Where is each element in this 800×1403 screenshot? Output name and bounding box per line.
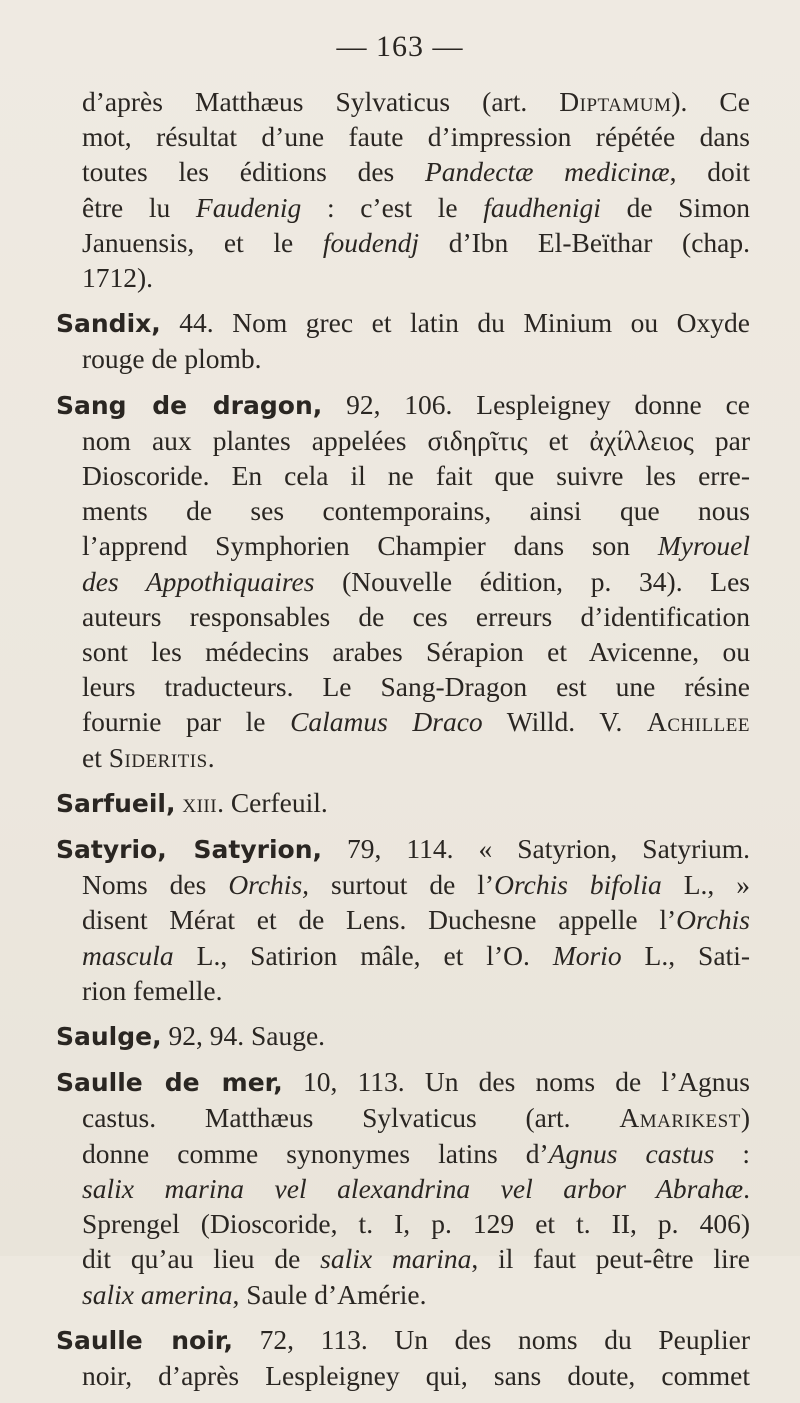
text-line: d’après Matthæus Sylvaticus (art. Diptamum). Ce bbox=[82, 86, 750, 117]
text-line: disent Mérat et de Lens. Duchesne appelle l’Orchis bbox=[82, 904, 750, 936]
text-line: mascula L., Satirion mâle, et l’O. Morio L., Sati- bbox=[82, 939, 750, 971]
text-line: Sarfueil, xiii. Cerfeuil. bbox=[56, 786, 328, 818]
text-line: salix marina vel alexandrina vel arbor Abrahæ. bbox=[82, 1172, 750, 1204]
text-line: rouge de plomb. bbox=[82, 343, 262, 375]
text-line: et Sideritis. bbox=[82, 741, 215, 773]
text-line: Sprengel (Dioscoride, t. I, p. 129 et t. II, p. 406) bbox=[82, 1208, 750, 1240]
text-line: salix amerina, Saule d’Amérie. bbox=[82, 1278, 427, 1310]
entry-continuation bbox=[56, 84, 750, 295]
text-line: 1712). bbox=[82, 262, 154, 294]
text-line: Saulle noir, 72, 113. Un des noms du Peuplier bbox=[56, 1323, 751, 1355]
text-line: donne comme synonymes latins d’Agnus castus : bbox=[82, 1137, 750, 1169]
text-line: Januensis, et le foudendj d’Ibn El-Beïthar (chap. bbox=[82, 226, 750, 258]
text-line: noir, d’après Lespleigney qui, sans doute, commet bbox=[82, 1359, 750, 1391]
text-line: auteurs responsables de ces erreurs d’identification bbox=[82, 600, 750, 632]
text-line: leurs traducteurs. Le Sang-Dragon est une résine bbox=[82, 671, 750, 703]
text-line: Sandix, 44. Nom grec et latin du Minium ou Oxyde bbox=[56, 307, 750, 339]
text-line: mot, résultat d’une faute d’impression répétée dans bbox=[82, 121, 750, 153]
text-line: Satyrio, Satyrion, 79, 114. « Satyrion, Satyrium. bbox=[56, 833, 750, 865]
page-text bbox=[56, 84, 750, 1403]
text-line: castus. Matthæus Sylvaticus (art. Amarikest) bbox=[82, 1102, 750, 1134]
text-line: fournie par le Calamus Draco Willd. V. Achillee bbox=[82, 706, 750, 738]
text-line: être lu Faudenig : c’est le faudhenigi de Simon bbox=[82, 191, 750, 223]
text-line: des Appothiquaires (Nouvelle édition, p. 34). Les bbox=[82, 565, 750, 597]
entry-saulge bbox=[56, 1018, 750, 1054]
entry-sandix bbox=[56, 305, 750, 376]
text-line: Sang de dragon, 92, 106. Lespleigney donne ce bbox=[56, 388, 750, 420]
text-line: rion femelle. bbox=[82, 974, 223, 1006]
text-line: Saulle de mer, 10, 113. Un des noms de l’Agnus bbox=[56, 1066, 751, 1098]
text-line: toutes les éditions des Pandectæ medicinæ, doit bbox=[82, 156, 750, 188]
text-line: sont les médecins arabes Sérapion et Avicenne, ou bbox=[82, 636, 750, 668]
text-line: ments de ses contemporains, ainsi que nous bbox=[82, 495, 750, 527]
text-line: Noms des Orchis, surtout de l’Orchis bifolia L., » bbox=[82, 869, 750, 901]
entry-sang-de-dragon bbox=[56, 387, 750, 775]
entry-sarfueil bbox=[56, 785, 750, 821]
entry-saulle-noir bbox=[56, 1322, 750, 1393]
text-line: nom aux plantes appelées σιδηρῖτις et ἀχίλλειος par bbox=[82, 424, 750, 456]
text-line: Saulge, 92, 94. Sauge. bbox=[56, 1020, 326, 1052]
text-line: l’apprend Symphorien Champier dans son Myrouel bbox=[82, 530, 750, 562]
page-number: — 163 — bbox=[336, 30, 464, 63]
entry-saulle-de-mer bbox=[56, 1064, 750, 1311]
text-line: Dioscoride. En cela il ne fait que suivre les erre- bbox=[82, 460, 750, 492]
text-line: dit qu’au lieu de salix marina, il faut peut-être lire bbox=[82, 1243, 751, 1275]
entry-satyrio bbox=[56, 831, 750, 1008]
